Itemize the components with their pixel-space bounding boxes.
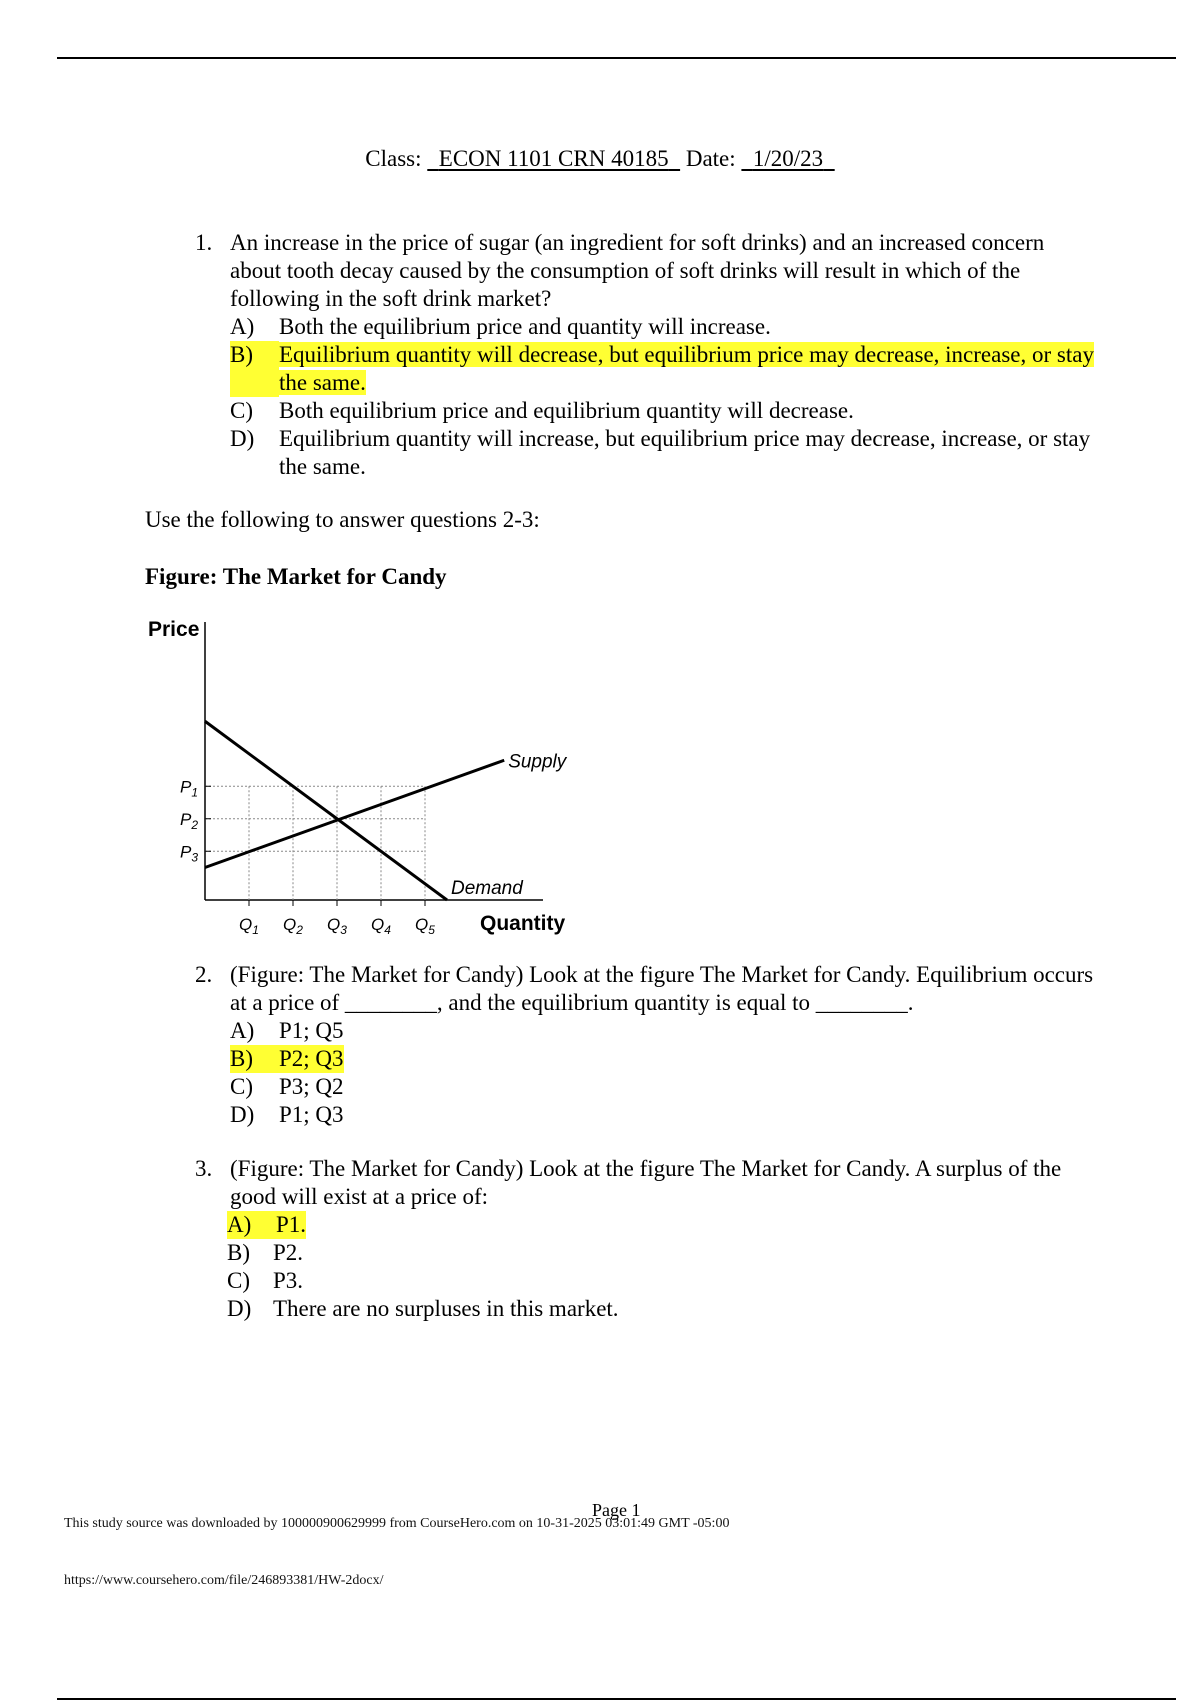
class-value: ECON 1101 CRN 40185 — [438, 146, 669, 171]
price-tick-label: $P_1$ — [180, 777, 199, 800]
source-url[interactable]: https://www.coursehero.com/file/246893381/HW-2docx/ — [64, 1573, 384, 1588]
question-3 — [195, 1155, 1095, 1323]
price-tick-label: $P_3$ — [180, 842, 199, 865]
question-1 — [195, 229, 1095, 481]
figure-title: Figure: The Market for Candy — [145, 564, 447, 589]
option-a: A) P1. — [227, 1212, 307, 1237]
option-d: D) P1; Q3 — [230, 1102, 344, 1127]
option-c: C) P3; Q2 — [230, 1074, 344, 1099]
quantity-tick-label: $Q_1$ — [239, 915, 259, 937]
option-c: C) Both equilibrium price and equilibrium quantity will decrease. — [230, 398, 854, 423]
question-number: 3. — [195, 1156, 213, 1181]
download-notice: This study source was downloaded by 100000900629999 from CourseHero.com on 10-31-2025 03:01:49 GMT -05:00 — [64, 1516, 730, 1531]
demand-label: Demand — [451, 878, 523, 899]
x-axis-label: Quantity — [480, 912, 566, 935]
header-line — [0, 145, 1200, 173]
option-a: A) P1; Q5 — [230, 1018, 344, 1043]
option-d: D) There are no surpluses in this market. — [227, 1296, 619, 1321]
question-number: 1. — [195, 230, 213, 255]
question-2 — [195, 961, 1095, 1129]
market-chart — [140, 612, 600, 942]
option-b: B) P2; Q3 — [230, 1046, 344, 1071]
quantity-tick-label: $Q_5$ — [415, 915, 435, 937]
quantity-tick-label: $Q_2$ — [283, 915, 303, 937]
question-stem: (Figure: The Market for Candy) Look at the figure The Market for Candy. Equilibrium occurs at a price of ________, and the equilibrium quantity is equal to ________. — [230, 962, 1094, 1015]
question-stem: (Figure: The Market for Candy) Look at the figure The Market for Candy. A surplus of the good will exist at a price of: — [230, 1156, 1062, 1209]
class-label: Class: — [365, 146, 422, 171]
price-tick-label: $P_2$ — [180, 809, 199, 832]
option-b: B) Equilibrium quantity will decrease, but equilibrium price may decrease, increase, or stay the same. — [230, 342, 1094, 395]
question-stem: An increase in the price of sugar (an ingredient for soft drinks) and an increased concern about tooth decay caused by the consumption of soft drinks will result in which of the following in the soft drink market? — [230, 230, 1045, 311]
quantity-tick-label: $Q_4$ — [371, 915, 391, 937]
option-a: A) Both the equilibrium price and quantity will increase. — [230, 314, 771, 339]
option-d: D) Equilibrium quantity will increase, but equilibrium price may decrease, increase, or stay the same. — [230, 426, 1091, 479]
quantity-tick-label: $Q_3$ — [327, 915, 347, 937]
date-value: 1/20/23 — [752, 146, 824, 171]
date-label: Date: — [685, 146, 736, 171]
supply-label: Supply — [508, 751, 567, 773]
y-axis-label: Price — [148, 618, 200, 641]
page-number: Page 1 — [592, 1500, 641, 1520]
option-b: B) P2. — [227, 1240, 304, 1265]
intro-text: Use the following to answer questions 2-3: — [145, 507, 540, 532]
option-c: C) P3. — [227, 1268, 304, 1293]
top-rule — [57, 57, 1176, 59]
question-number: 2. — [195, 962, 213, 987]
demand-curve — [205, 721, 447, 900]
